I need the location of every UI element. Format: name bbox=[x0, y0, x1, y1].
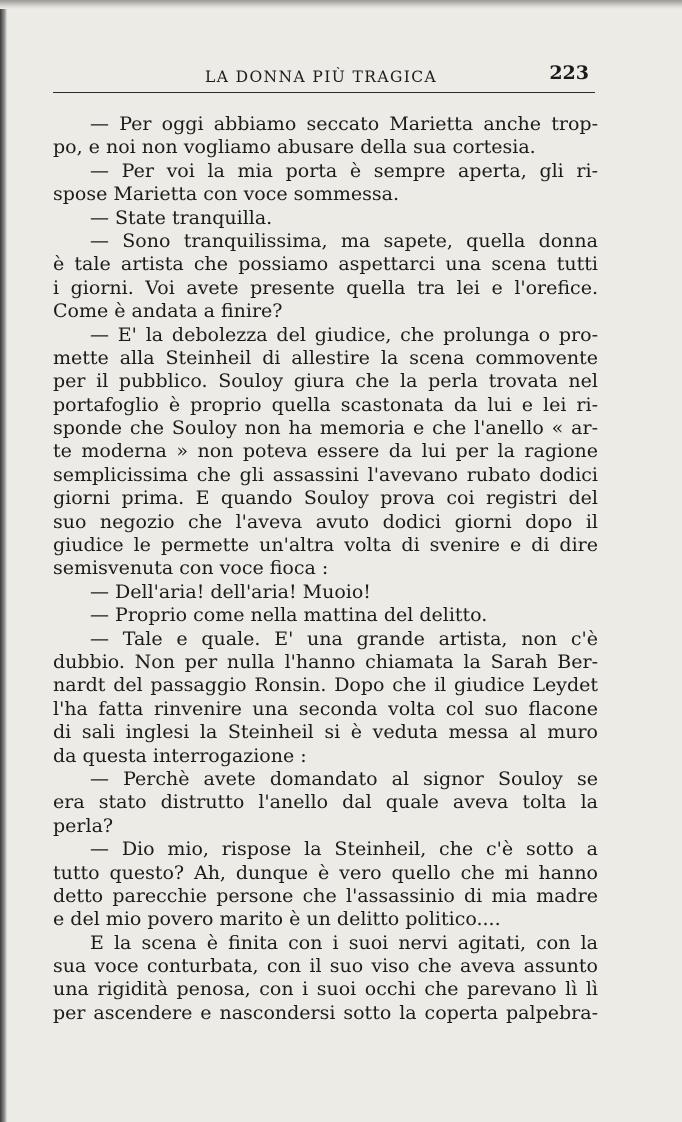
text-line: da questa interrogazione : bbox=[53, 744, 307, 767]
page-binding-edge bbox=[0, 0, 7, 1122]
text-line: suo negozio che l'aveva avuto dodici giorni dopo il bbox=[53, 510, 598, 533]
text-line: te moderna » non poteva essere da lui per la ragione bbox=[53, 440, 598, 463]
text-line: portafoglio è proprio quella scastonata da lui e lei ri- bbox=[53, 393, 598, 416]
body-text bbox=[53, 113, 598, 1025]
text-line: — State tranquilla. bbox=[90, 206, 273, 229]
text-line: giorni prima. E quando Souloy prova coi registri del bbox=[53, 487, 598, 510]
text-line: sponde che Souloy non ha memoria e che l'anello « ar- bbox=[53, 417, 598, 440]
text-line: mette alla Steinheil di allestire la scena commovente bbox=[53, 346, 598, 369]
page-top-edge bbox=[0, 0, 682, 9]
text-line: semplicissima che gli assassini l'avevano rubato dodici bbox=[53, 463, 598, 486]
text-line: nardt del passaggio Ronsin. Dopo che il giudice Leydet bbox=[53, 674, 598, 697]
text-line: — Tale e quale. E' una grande artista, non c'è bbox=[90, 627, 598, 650]
text-line: perla? bbox=[53, 814, 114, 837]
text-line: per ascendere e nascondersi sotto la coperta palpebra- bbox=[53, 1001, 598, 1024]
page-number: 223 bbox=[549, 62, 589, 84]
running-head: LA DONNA PIÙ TRAGICA bbox=[205, 68, 438, 86]
text-line: sua voce conturbata, con il suo viso che aveva assunto bbox=[53, 955, 598, 978]
text-line: semisvenuta con voce fioca : bbox=[53, 557, 329, 580]
text-line: l'ha fatta rinvenire una seconda volta col suo flacone bbox=[53, 697, 598, 720]
text-line: per il pubblico. Souloy giura che la perla trovata nel bbox=[53, 370, 598, 393]
text-line: po, e noi non vogliamo abusare della sua cortesia. bbox=[53, 136, 536, 159]
page-header bbox=[53, 58, 595, 93]
text-line: i giorni. Voi avete presente quella tra lei e l'orefice. bbox=[53, 276, 598, 299]
text-line: detto parecchie persone che l'assassinio di mia madre bbox=[53, 884, 598, 907]
text-line: tutto questo? Ah, dunque è vero quello che mi hanno bbox=[53, 861, 598, 884]
text-line: E la scena è finita con i suoi nervi agitati, con la bbox=[90, 931, 598, 954]
text-line: è tale artista che possiamo aspettarci una scena tutti bbox=[53, 253, 598, 276]
text-line: — Dio mio, rispose la Steinheil, che c'è sotto a bbox=[90, 838, 598, 861]
text-line: — Dell'aria! dell'aria! Muoio! bbox=[90, 580, 371, 603]
text-line: — E' la debolezza del giudice, che prolunga o pro- bbox=[90, 323, 598, 346]
text-line: — Per oggi abbiamo seccato Marietta anche trop- bbox=[90, 113, 598, 135]
text-line: — Proprio come nella mattina del delitto. bbox=[90, 604, 488, 627]
text-line: Come è andata a finire? bbox=[53, 300, 283, 323]
text-line: era stato distrutto l'anello dal quale aveva tolta la bbox=[53, 791, 598, 814]
text-line: spose Marietta con voce sommessa. bbox=[53, 183, 399, 206]
text-line: — Perchè avete domandato al signor Souloy se bbox=[90, 767, 598, 790]
text-line: — Sono tranquilissima, ma sapete, quella donna bbox=[90, 229, 598, 252]
text-line: una rigidità penosa, con i suoi occhi che parevano lì lì bbox=[53, 978, 598, 1001]
text-line: e del mio povero marito è un delitto politico.... bbox=[53, 908, 501, 931]
text-line: giudice le permette un'altra volta di svenire e di dire bbox=[53, 534, 598, 557]
text-line: — Per voi la mia porta è sempre aperta, gli ri- bbox=[90, 159, 598, 182]
text-line: di sali inglesi la Steinheil si è veduta messa al muro bbox=[53, 721, 598, 744]
text-line: dubbio. Non per nulla l'hanno chiamata la Sarah Ber- bbox=[53, 650, 598, 673]
